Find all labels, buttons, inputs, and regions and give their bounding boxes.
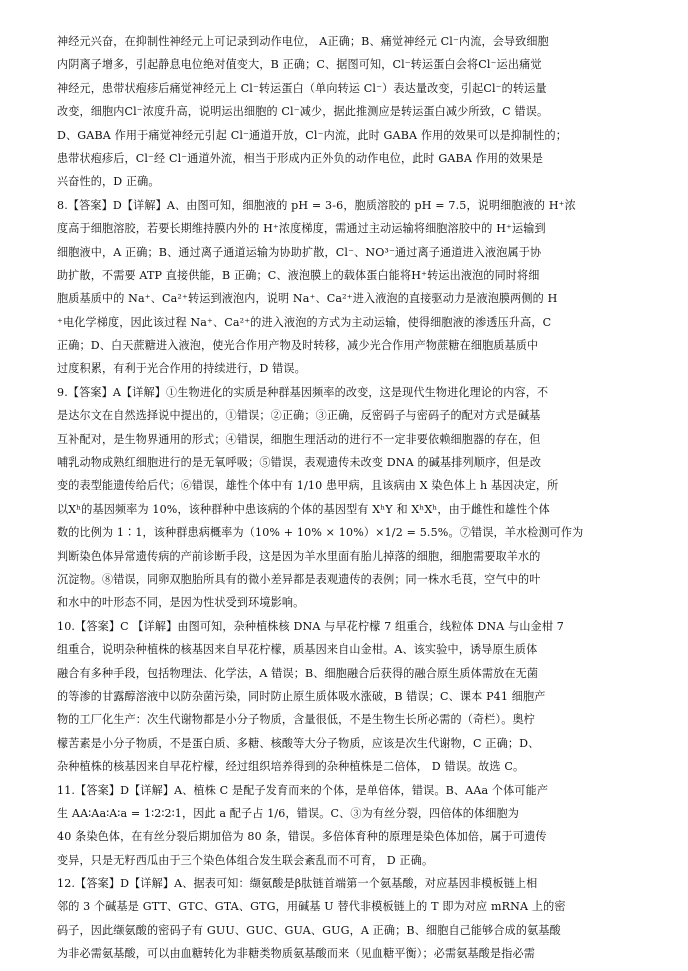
text-line: 以Xʰ的基因频率为 10%，该种群种中患该病的个体的基因型有 XʰY 和 XʰXʰ，由于雌性和雄性个体 [57, 502, 550, 516]
text-line: 杂种植株的核基因来自早花柠檬，经过组织培养得到的杂种植株是二倍体， D 错误。故选 C。 [57, 760, 525, 774]
text-line: 邻的 3 个碱基是 GTT、GTC、GTA、GTG，用碱基 U 替代非模板链上的 T 即为对应 mRNA 上的密 [57, 900, 566, 914]
text-line: 胞质基质中的 Na⁺、Ca²⁺转运到液泡内，说明 Na⁺、Ca²⁺进入液泡的直接驱动力是液泡膜两侧的 H [57, 292, 558, 306]
text-line: 融合有多种手段，包括物理法、化学法，A 错误；B、细胞融合后获得的融合原生质体需放在无菌 [57, 666, 539, 680]
text-line: 互补配对，是生物界通用的形式；④错误，细胞生理活动的进行不一定非要依赖细胞器的存在，但 [57, 432, 541, 446]
text-line: 患带状疱疹后，Cl⁻经 Cl⁻通道外流，相当于形成内正外负的动作电位，此时 GABA 作用的效果是 [57, 151, 544, 165]
text-line: 生 AA∶Aa∶A∶a = 1∶2∶2∶1，因此 a 配子占 1/6，错误。C、③为有丝分裂，四倍体的体细胞为 [57, 806, 520, 820]
text-line: 的等渗的甘露醇溶液中以防杂菌污染，同时防止原生质体吸水涨破，B 错误；C、课本 P41 细胞产 [57, 689, 546, 703]
text-line: 物的工厂化生产：次生代谢物都是小分子物质，含量很低，不是生物生长所必需的（奇栏）。奥柠 [57, 713, 535, 727]
text-line: 10.【答案】C 【详解】由图可知，杂种植株核 DNA 与早花柠檬 7 组重合，线粒体 DNA 与山金柑 7 [57, 619, 564, 633]
text-line: 9.【答案】A【详解】①生物进化的实质是种群基因频率的改变，这是现代生物进化理论的内容，不 [57, 385, 549, 399]
text-line: 过度积累，有利于光合作用的持续进行，D 错误。 [57, 362, 306, 376]
text-line: 数的比例为 1∶1，该种群患病概率为（10% + 10% × 10%）×1/2 = 5.5%。⑦错误，羊水检测可作为 [57, 526, 584, 540]
text-line: 兴奋性的，D 正确。 [57, 175, 160, 189]
text-line: 和水中的叶形态不同，是因为性状受到环境影响。 [57, 596, 305, 610]
text-line: 8.【答案】D【详解】A、由图可知，细胞液的 pH = 3-6，胞质溶胶的 pH = 7.5，说明细胞液的 H⁺浓 [57, 198, 576, 212]
text-line: 为非必需氨基酸，可以由血糖转化为非糖类物质氨基酸而来（见血糖平衡）；必需氨基酸是指必需 [57, 947, 535, 961]
text-line: 变的表型能遗传给后代；⑥错误，雄性个体中有 1/10 患甲病，且该病由 X 染色体上 h 基因决定，所 [57, 479, 559, 493]
text-line: 助扩散，不需要 ATP 直接供能，B 正确；C、液泡膜上的载体蛋白能将H⁺转运出液泡的同时将细 [57, 268, 540, 282]
text-line: 判断染色体异常遗传病的产前诊断手段，这是因为羊水里面有胎儿掉落的细胞，细胞需要取羊水的 [57, 549, 541, 563]
text-line: 改变，细胞内Cl⁻浓度升高，说明运出细胞的 Cl⁻减少，据此推测应是转运蛋白减少所致，C 错误。 [57, 105, 549, 119]
text-line: 哺乳动物成熟红细胞进行的是无氧呼吸；⑤错误，表观遗传未改变 DNA 的碱基排列顺序，但是改 [57, 456, 542, 470]
text-line: 12.【答案】D【详解】A、据表可知：缬氨酸是β肽链首端第一个氨基酸，对应基因非模板链上相 [57, 877, 538, 891]
text-line: 组重合，说明杂种植株的核基因来自早花柠檬，质基因来自山金柑。A、该实验中，诱导原生质体 [57, 643, 538, 657]
text-line: 神经元，患带状疱疹后痛觉神经元上 Cl⁻转运蛋白（单向转运 Cl⁻）表达量改变，引起Cl⁻的转运量 [57, 81, 547, 95]
text-line: ⁺电化学梯度，因此该过程 Na⁺、Ca²⁺的进入液泡的方式为主动运输，使得细胞液的渗透压升高，C [57, 315, 552, 329]
text-line: 是达尔文在自然选择说中提出的，①错误；②正确；③正确，反密码子与密码子的配对方式是碱基 [57, 409, 541, 423]
text-line: 细胞液中，A 正确；B、通过离子通道运输为协助扩散，Cl⁻、NO³⁻通过离子通道进入液泡属于协 [57, 245, 542, 259]
text-line: 檬苦素是小分子物质，不是蛋白质、多糖、核酸等大分子物质，应该是次生代谢物，C 正确；D、 [57, 736, 540, 750]
text-line: 度高于细胞溶胶，若要长期维持膜内外的 H⁺浓度梯度，需通过主动运输将细胞溶胶中的 H⁺运输到 [57, 222, 546, 236]
text-line: 内阴离子增多，引起静息电位绝对值变大，B 正确；C、据图可知，Cl⁻转运蛋白会将Cl⁻运出痛觉 [57, 58, 542, 72]
text-line: 40 条染色体，在有丝分裂后期加倍为 80 条，错误。多倍体育种的原理是染色体加倍，属于可遗传 [57, 830, 547, 844]
text-line: 11.【答案】D【详解】A、植株 C 是配子发育而来的个体，是单倍体，错误。B、AAa 个体可能产 [57, 783, 549, 797]
text-line: D、GABA 作用于痛觉神经元引起 Cl⁻通道开放，Cl⁻内流，此时 GABA 作用的效果可以是抑制性的； [57, 128, 567, 142]
text-line: 码子，因此缬氨酸的密码子有 GUU、GUC、GUA、GUG，A 正确；B、细胞自己能够合成的氨基酸 [57, 923, 561, 937]
text-line: 正确；D、白天蔗糖进入液泡，使光合作用产物及时转移，减少光合作用产物蔗糖在细胞质基质中 [57, 339, 539, 353]
text-line: 变异，只是无籽西瓜由于三个染色体组合发生联会紊乱而不可育， D 正确。 [57, 853, 434, 867]
text-line: 沉淀物。⑧错误，同卵双胞胎所具有的微小差异都是表观遗传的表例；同一株水毛茛，空气中的叶 [57, 572, 541, 586]
text-line: 神经元兴奋，在抑制性神经元上可记录到动作电位， A正确；B、痛觉神经元 Cl⁻内流，会导致细胞 [57, 35, 549, 48]
